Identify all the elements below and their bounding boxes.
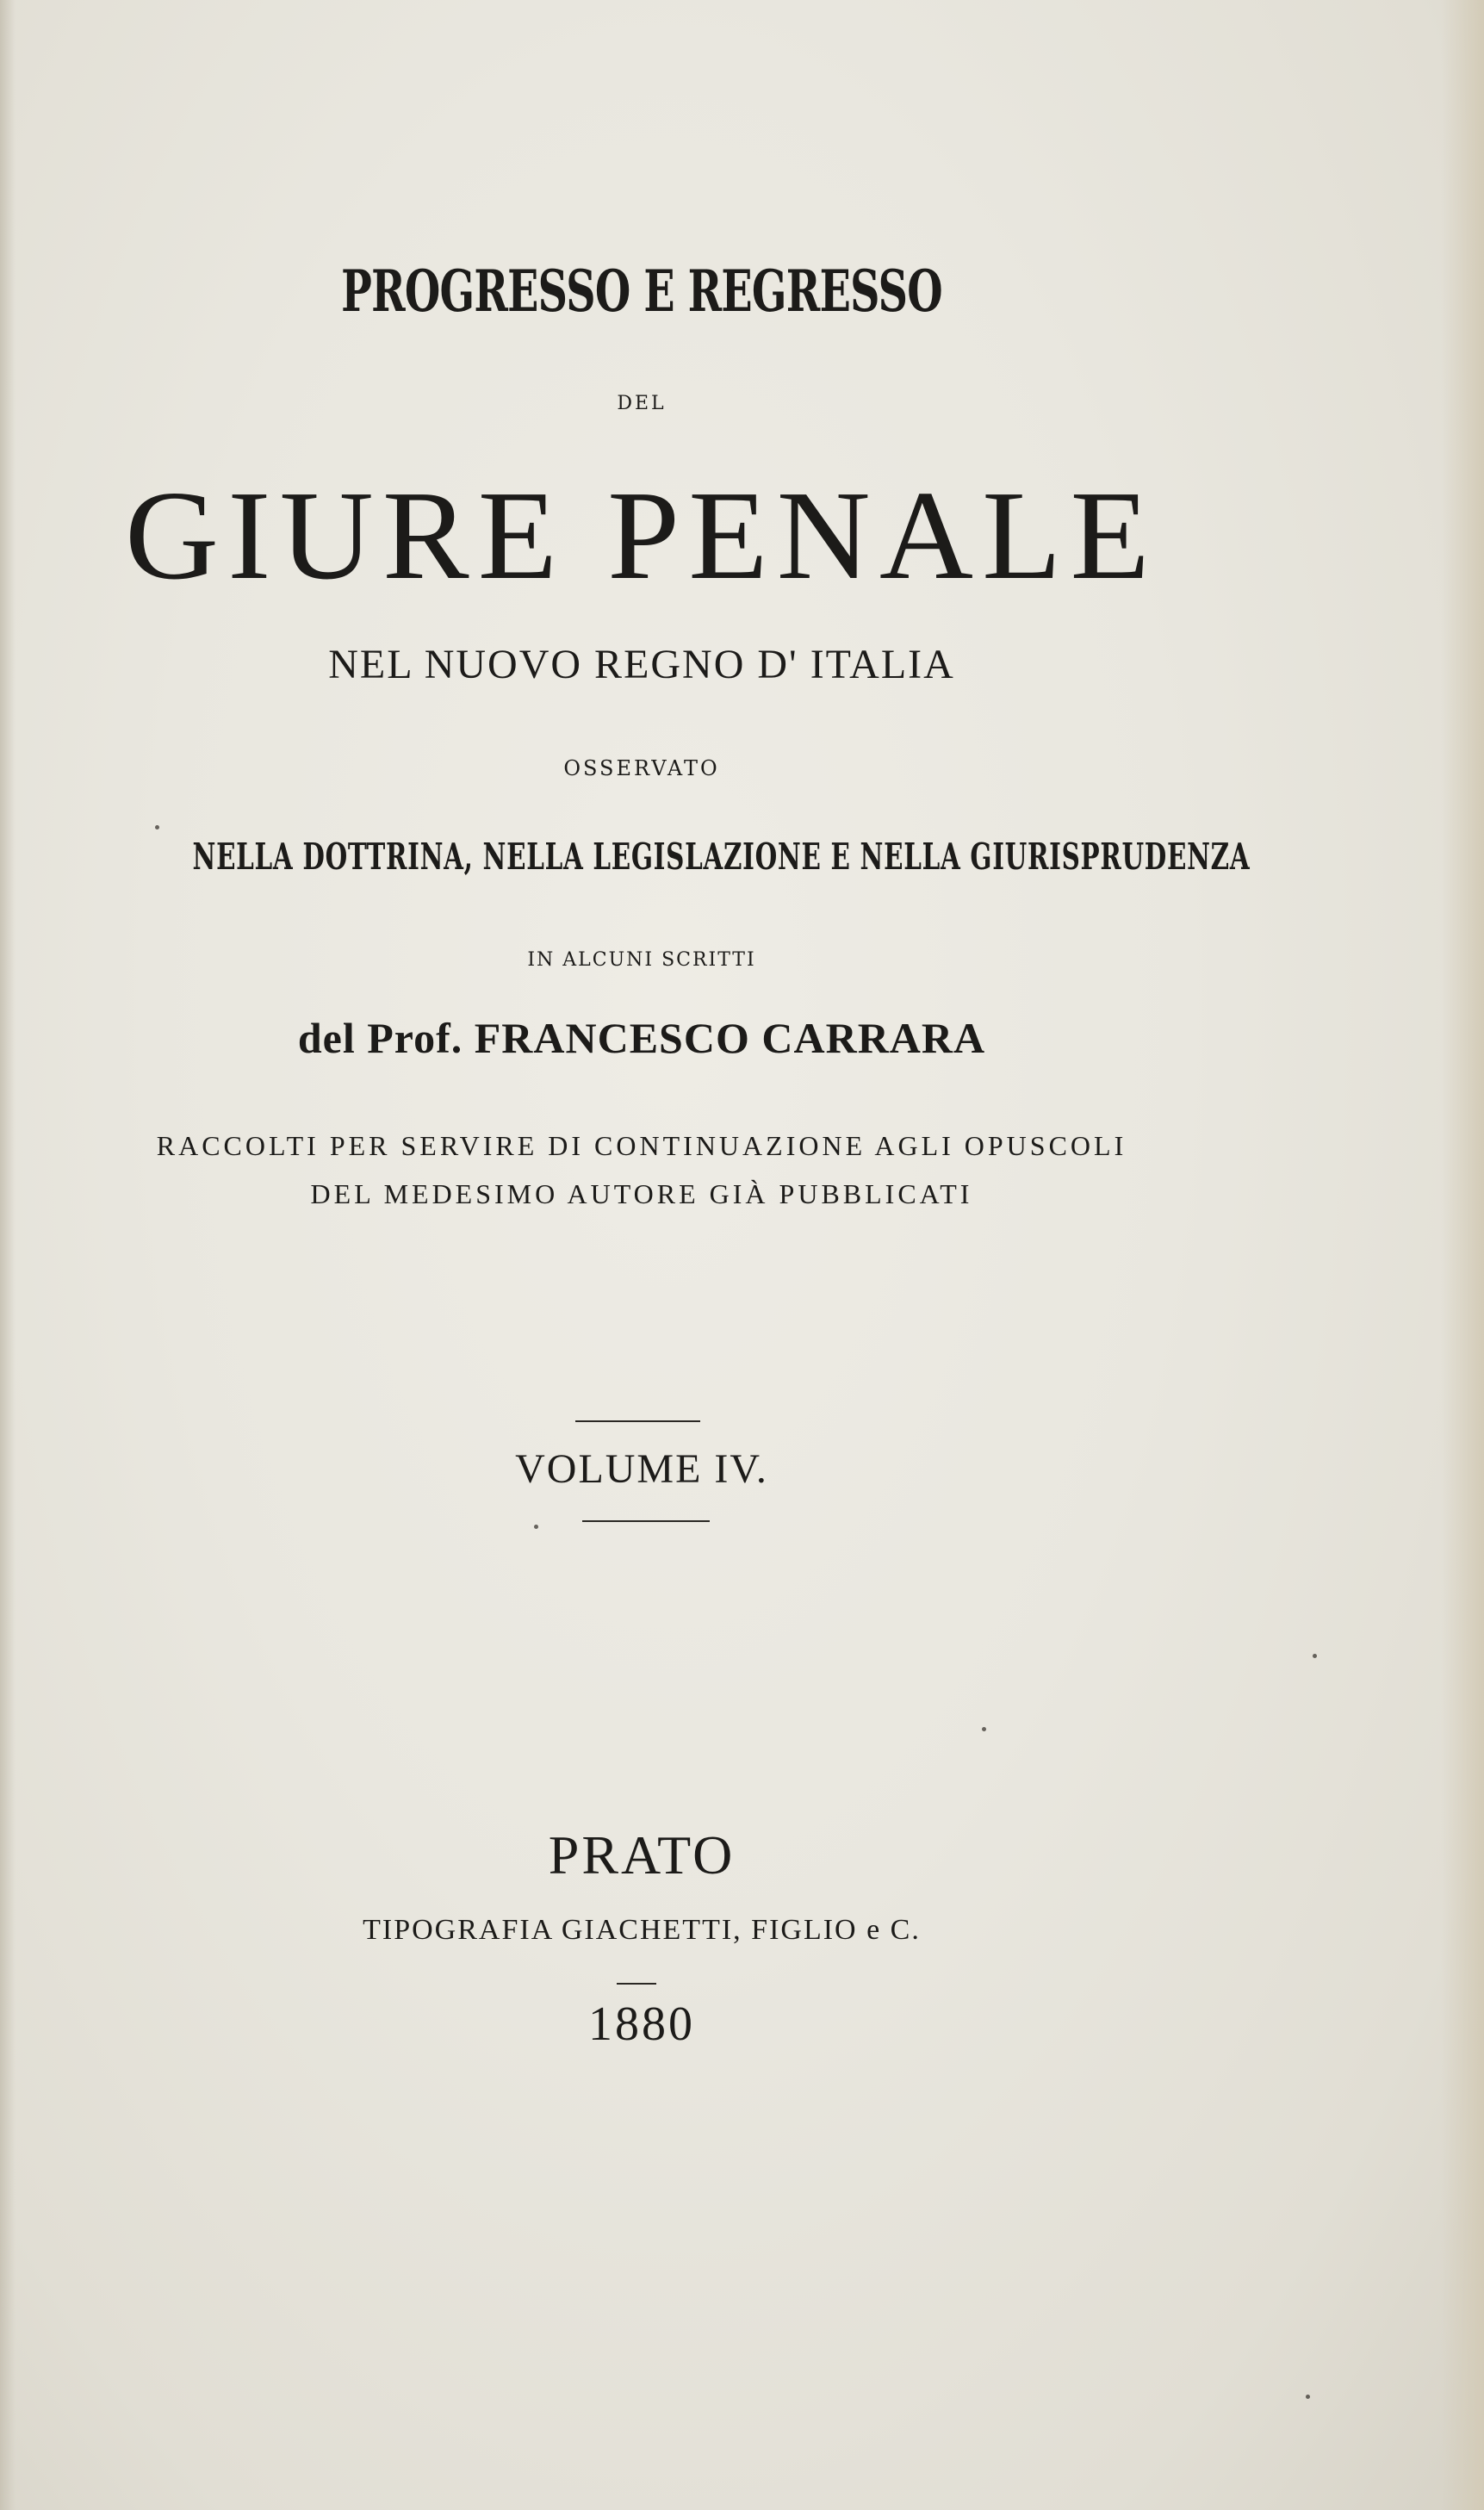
note-line-1: RACCOLTI PER SERVIRE DI CONTINUAZIONE AGLI OPUSCOLI: [156, 1130, 1127, 1161]
connector-del: DEL: [617, 393, 667, 414]
note-line-2: DEL MEDESIMO AUTORE GIÀ PUBBLICATI: [310, 1178, 973, 1209]
rule-below-volume: [582, 1520, 710, 1522]
imprint-city: PRATO: [548, 1824, 736, 1886]
rule-above-volume: [575, 1420, 700, 1422]
author-line: del Prof. FRANCESCO CARRARA: [297, 1014, 986, 1062]
paper-speck: [1306, 2395, 1310, 2399]
series-title: PROGRESSO E REGRESSO: [341, 258, 942, 325]
imprint-year: 1880: [588, 1997, 695, 2051]
main-title: GIURE PENALE: [125, 465, 1158, 606]
imprint-printer: TIPOGRAFIA GIACHETTI, FIGLIO e C.: [363, 1914, 921, 1946]
paper-speck: [155, 825, 159, 829]
volume-label: VOLUME IV.: [515, 1446, 768, 1492]
page-edge-left: [0, 0, 16, 2510]
paper-speck: [982, 1727, 986, 1731]
connector-in-alcuni: IN ALCUNI SCRITTI: [527, 949, 756, 971]
subtitle: NEL NUOVO REGNO D' ITALIA: [328, 642, 955, 687]
page-edge-right: [1441, 0, 1484, 2510]
rule-above-year: [617, 1983, 656, 1985]
connector-osservato: OSSERVATO: [563, 756, 720, 780]
scope-line: NELLA DOTTRINA, NELLA LEGISLAZIONE E NELLA GIURISPRUDENZA: [192, 836, 1251, 878]
paper-speck: [534, 1525, 538, 1529]
paper-speck: [1313, 1654, 1317, 1658]
